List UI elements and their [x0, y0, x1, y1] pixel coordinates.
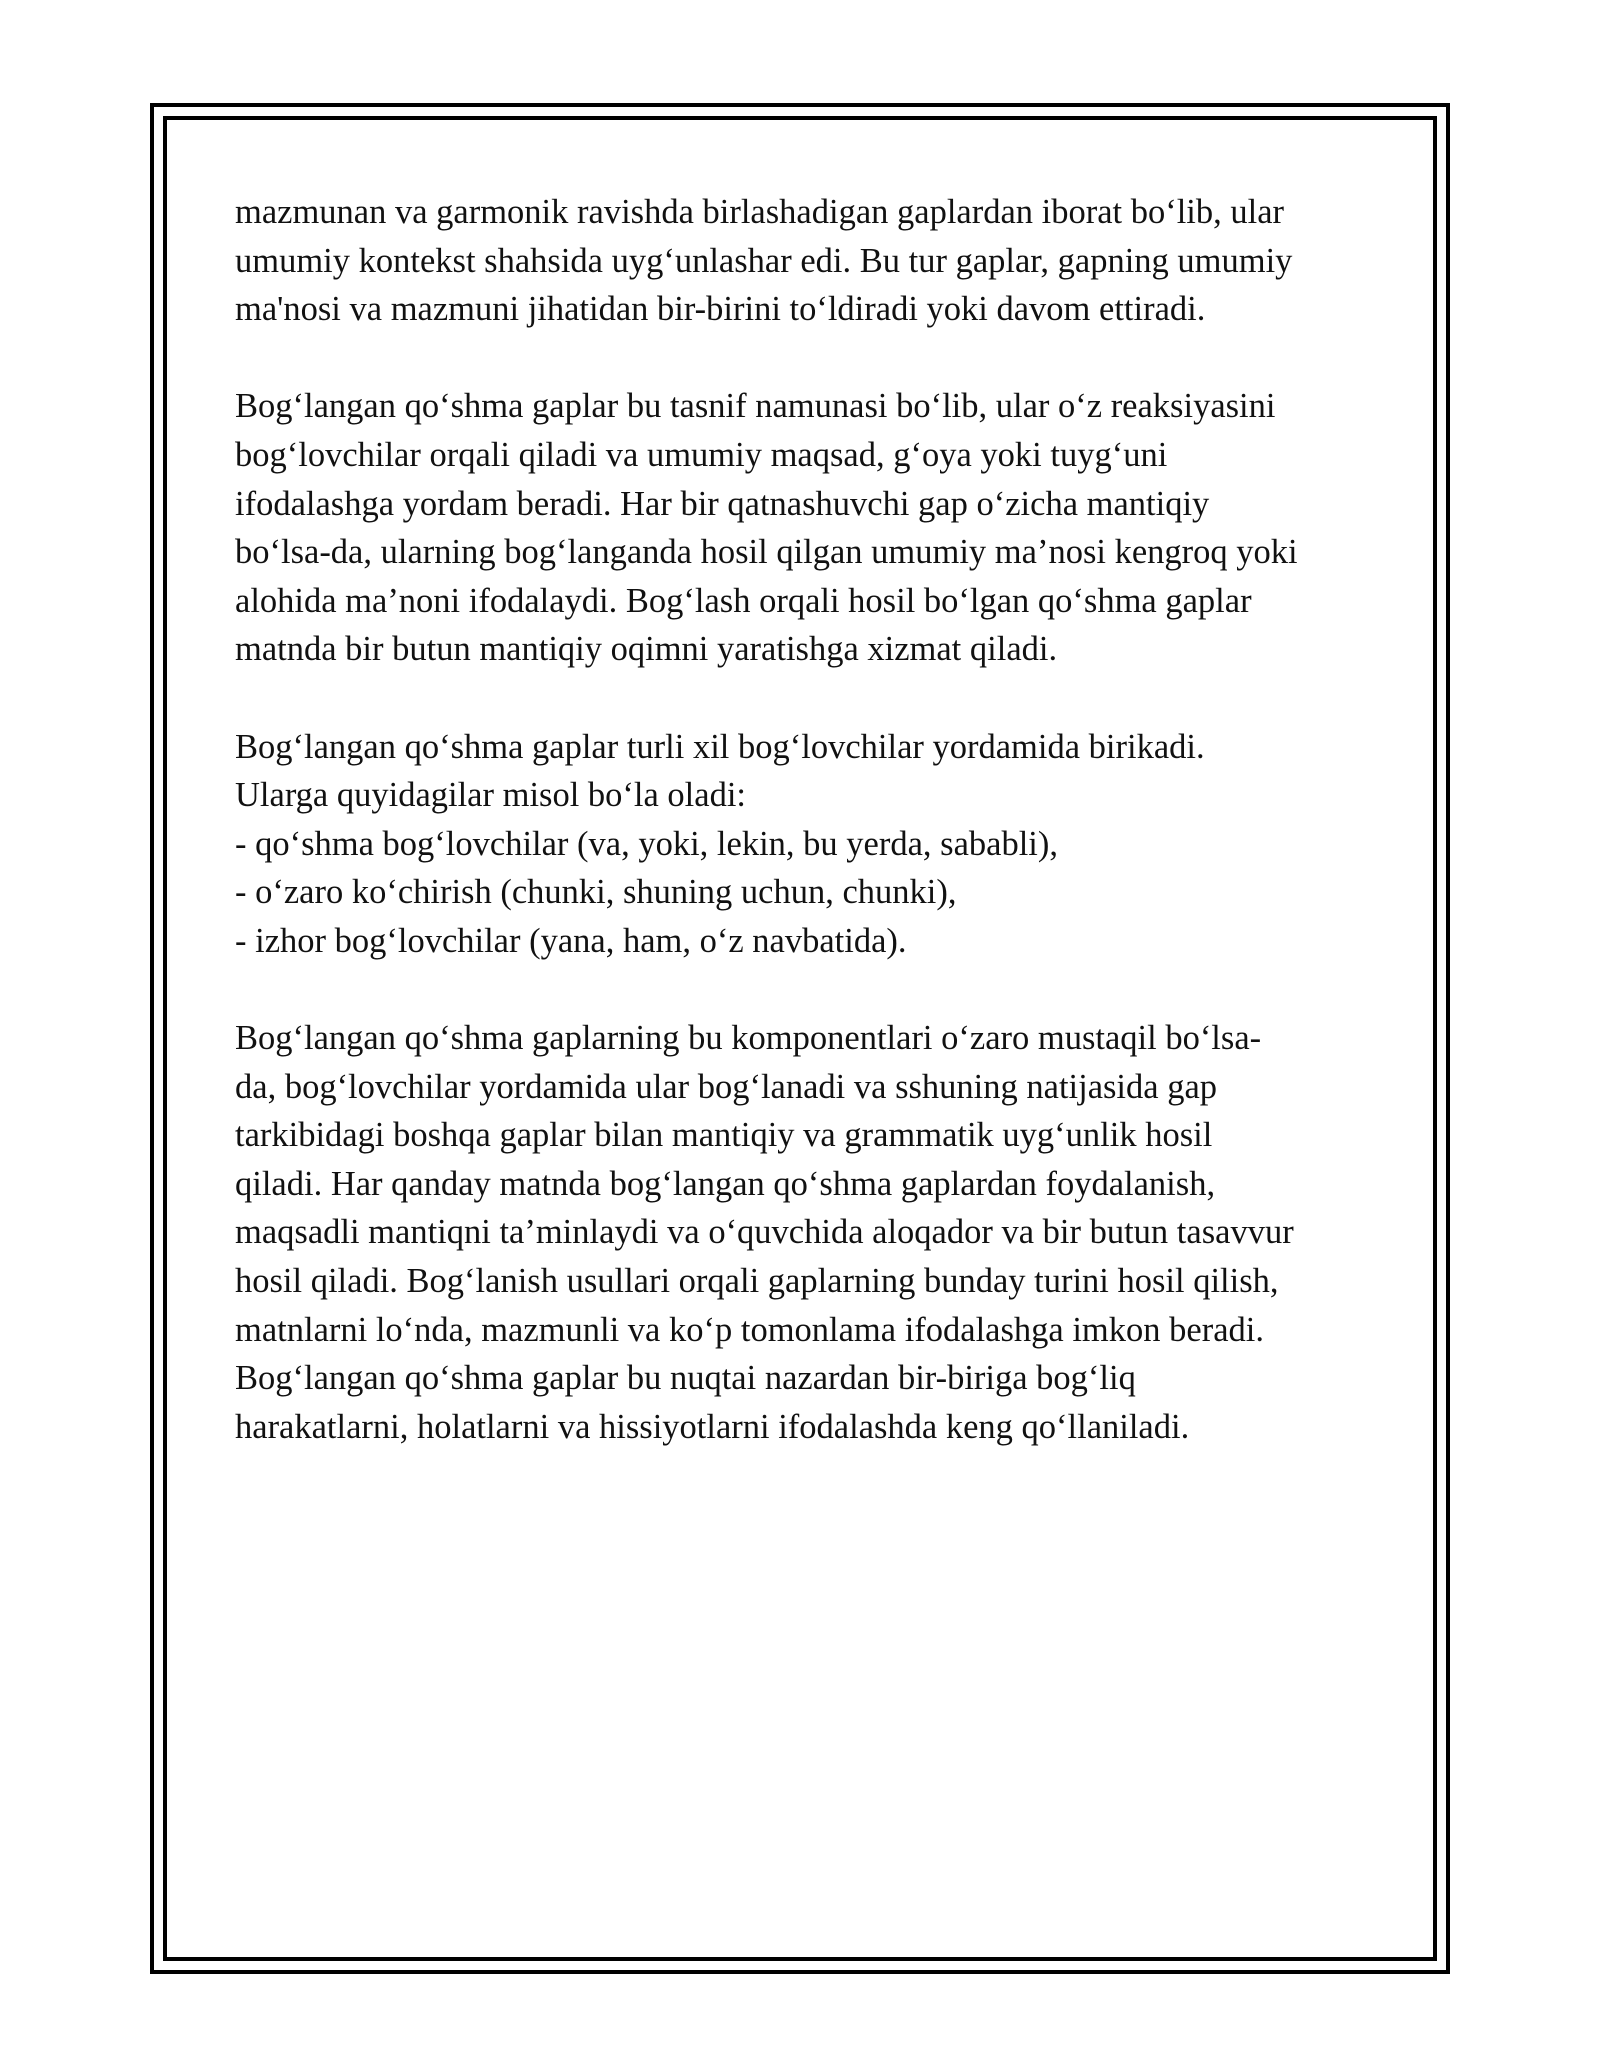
document-body [235, 188, 1375, 1500]
text-line: umumiy kontekst shahsida uyg‘unlashar edi. Bu tur gaplar, gapning umumiy [235, 241, 1293, 280]
text-line: mazmunan va garmonik ravishda birlashadigan gaplardan iborat bo‘lib, ular [235, 193, 1285, 231]
text-line: Bog‘langan qo‘shma gaplar turli xil bog‘lovchilar yordamida birikadi. [235, 727, 1205, 766]
text-line: matnlarni lo‘nda, mazmunli va ko‘p tomonlama ifodalashga imkon beradi. [235, 1310, 1264, 1349]
list-item: - o‘zaro ko‘chirish (chunki, shuning uchun, chunki), [235, 873, 957, 912]
text-line: ifodalashga yordam beradi. Har bir qatnashuvchi gap o‘zicha mantiqiy [235, 484, 1210, 523]
text-line: qiladi. Har qanday matnda bog‘langan qo‘shma gaplardan foydalanish, [235, 1164, 1216, 1203]
text-line: tarkibidagi boshqa gaplar bilan mantiqiy va grammatik uyg‘unlik hosil [235, 1116, 1213, 1155]
text-line: Bog‘langan qo‘shma gaplar bu nuqtai nazardan bir-biriga bog‘liq [235, 1359, 1136, 1398]
paragraph-4 [235, 1014, 1375, 1451]
text-line: Ularga quyidagilar misol bo‘la oladi: [235, 776, 746, 815]
text-line: maqsadli mantiqni ta’minlaydi va o‘quvchida aloqador va bir butun tasavvur [235, 1213, 1294, 1252]
text-line: harakatlarni, holatlarni va hissiyotlarni ifodalashda keng qo‘llaniladi. [235, 1407, 1190, 1446]
paragraph-1 [235, 188, 1375, 334]
text-line: matnda bir butun mantiqiy oqimni yaratishga xizmat qiladi. [235, 630, 1058, 669]
list-item: - izhor bog‘lovchilar (yana, ham, o‘z navbatida). [235, 921, 907, 960]
text-line: alohida ma’noni ifodalaydi. Bog‘lash orqali hosil bo‘lgan qo‘shma gaplar [235, 581, 1252, 620]
text-line: Bog‘langan qo‘shma gaplar bu tasnif namunasi bo‘lib, ular o‘z reaksiyasini [235, 387, 1276, 426]
list-item: - qo‘shma bog‘lovchilar (va, yoki, lekin, bu yerda, sababli), [235, 824, 1058, 863]
paragraph-3 [235, 723, 1375, 966]
text-line: da, bog‘lovchilar yordamida ular bog‘lanadi va sshuning natijasida gap [235, 1067, 1218, 1106]
paragraph-2 [235, 382, 1375, 674]
text-line: bo‘lsa-da, ularning bog‘langanda hosil qilgan umumiy ma’nosi kengroq yoki [235, 533, 1298, 572]
text-line: Bog‘langan qo‘shma gaplarning bu komponentlari o‘zaro mustaqil bo‘lsa- [235, 1019, 1262, 1058]
text-line: hosil qiladi. Bog‘lanish usullari orqali gaplarning bunday turini hosil qilish, [235, 1262, 1279, 1301]
text-line: ma'nosi va mazmuni jihatidan bir-birini to‘ldiradi yoki davom ettiradi. [235, 290, 1206, 329]
text-line: bog‘lovchilar orqali qiladi va umumiy maqsad, g‘oya yoki tuyg‘uni [235, 435, 1168, 474]
